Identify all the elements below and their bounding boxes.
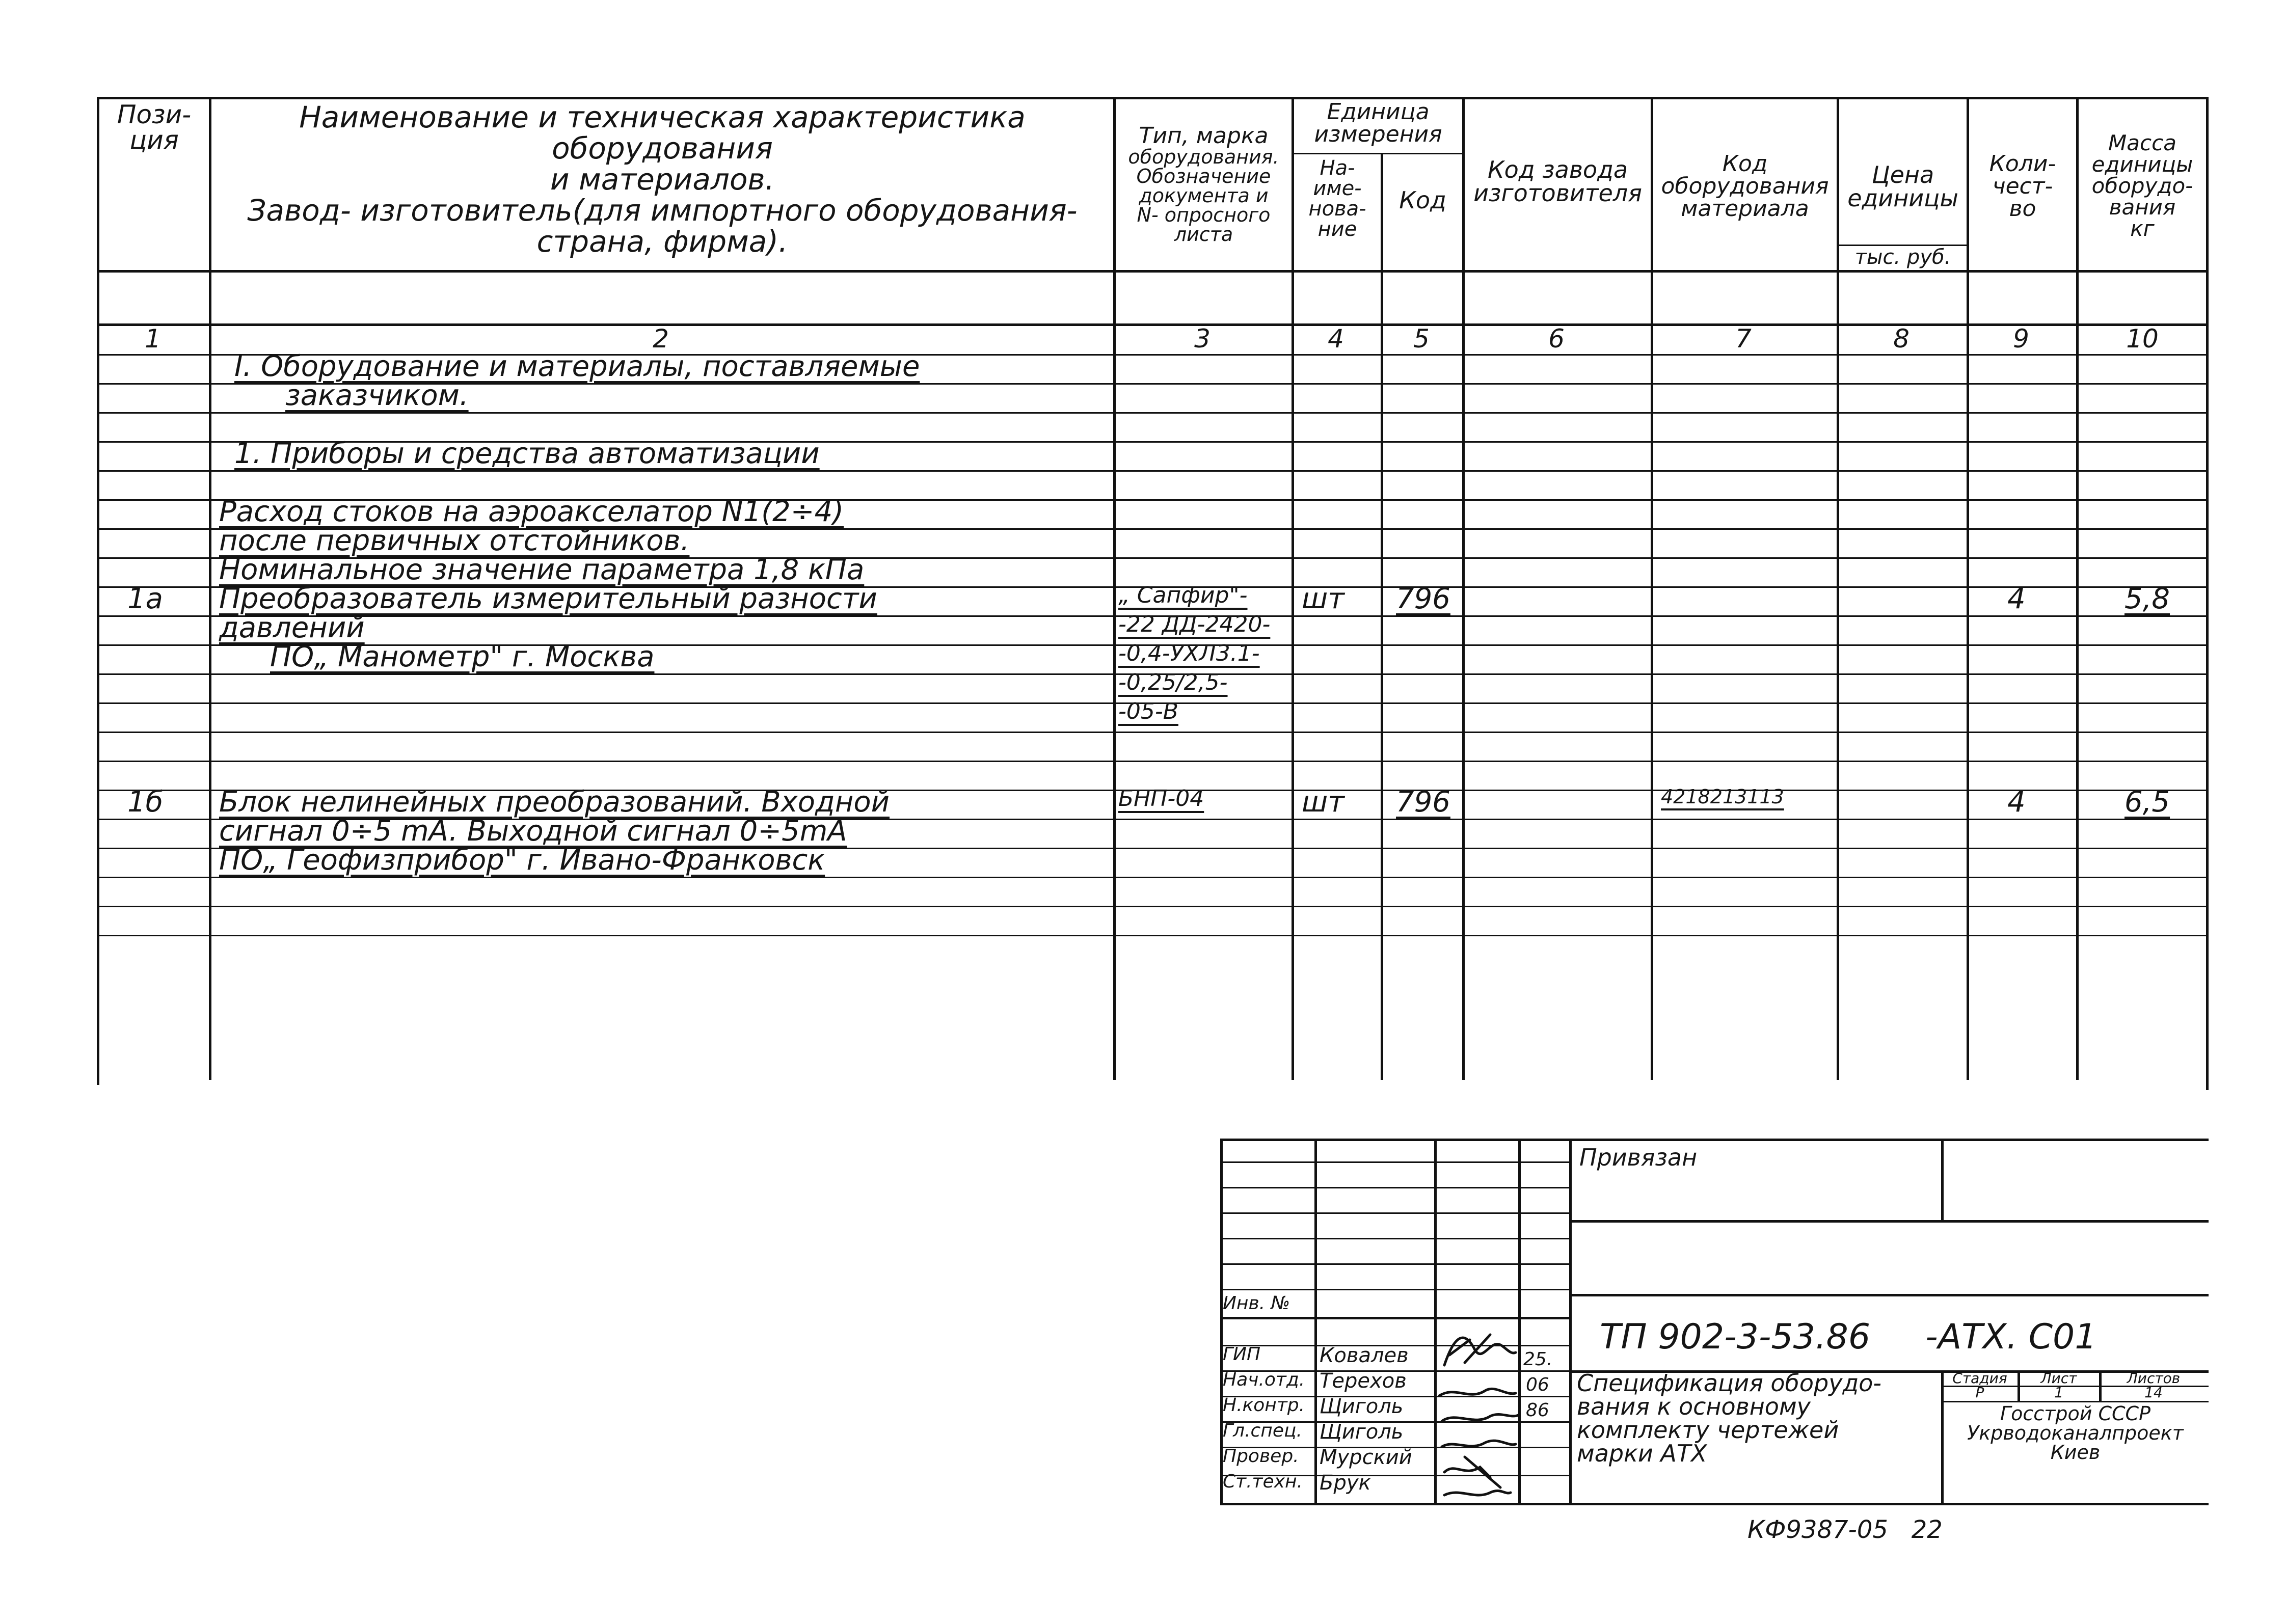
row-type: „ Сапфир"- [1118,582,1248,608]
row-type: -22 ДД-2420- [1118,611,1271,637]
row-name: Номинальное значение параметра 1,8 кПа [219,553,865,586]
date-day: 25. [1523,1349,1553,1370]
header-type: Тип, марка оборудования. Обозначение документа и N- опросного листа [1128,123,1279,246]
row-line [97,412,2209,414]
header-unit-name: На- име- нова- ние [1308,156,1366,241]
sheets-value: 14 [2144,1384,2163,1401]
row-type: -0,25/2,5- [1118,669,1228,695]
row-line [97,732,2209,733]
row-type: -0,4-УХЛ3.1- [1118,640,1260,666]
row-name: Расход стоков на аэроакселатор N1(2÷4) [219,495,844,528]
signatory-name: Щиголь [1320,1395,1404,1418]
row-name: I. Оборудование и материалы, поставляемые [234,350,920,383]
sheet-label: Лист [2040,1370,2077,1387]
column-number: 9 [2013,324,2029,354]
row-name: давлений [219,611,365,644]
column-number: 6 [1548,324,1565,354]
row-name: Блок нелинейных преобразований. Входной [219,786,890,819]
row-name: 1. Приборы и средства автоматизации [234,437,820,470]
row-line [97,935,2209,936]
inventory-number-label: Инв. № [1223,1293,1290,1314]
signatory-role: Нач.отд. [1223,1369,1305,1390]
document-designation: ТП 902-3-53.86 -АТХ. С01 [1600,1317,2097,1357]
header-position: Пози- ция [117,100,192,155]
header-quantity: Коли- чест- во [1989,151,2056,222]
row-line [97,906,2209,907]
header-price-unit: тыс. руб. [1854,246,1951,269]
signatory-role: Ст.техн. [1223,1471,1303,1492]
header-price: Цена единицы [1847,161,1958,212]
row-line [97,470,2209,472]
row-name: после первичных отстойников. [219,524,690,557]
stage-label: Стадия [1952,1370,2007,1387]
column-number: 1 [145,324,161,354]
column-number: 8 [1893,324,1910,354]
row-quantity: 4 [2007,786,2026,819]
sheet-value: 1 [2054,1384,2063,1401]
stage-value: Р [1975,1384,1984,1401]
signatory-name: Мурский [1320,1446,1412,1469]
column-number: 7 [1735,324,1752,354]
signatory-role: Провер. [1223,1446,1299,1467]
header-unit-group: Единица измерения [1314,99,1442,147]
row-line [97,761,2209,762]
column-number: 3 [1194,324,1211,354]
row-name: сигнал 0÷5 mA. Выходной сигнал 0÷5mA [219,815,847,848]
date-month: 06 [1526,1374,1549,1395]
signatory-role: ГИП [1223,1344,1261,1365]
column-number: 10 [2126,324,2159,354]
row-type: -05-В [1118,698,1178,724]
signature-scribbles [1434,1324,1521,1503]
row-unit: шт [1302,786,1344,819]
row-mass: 6,5 [2124,786,2170,819]
row-name: заказчиком. [285,379,469,412]
header-unit-code: Код [1399,186,1446,214]
signatory-role: Н.контр. [1223,1395,1305,1416]
organization: Госстрой СССР Укрводоканалпроект Киев [1967,1402,2184,1464]
header-equip-code: Код оборудования материала [1661,151,1829,222]
row-unit-code: 796 [1396,786,1450,819]
column-number: 2 [653,324,669,354]
archive-number: КФ9387-05 22 [1747,1515,1943,1544]
row-position: 1б [127,786,164,819]
sheets-label: Листов [2127,1370,2181,1387]
date-year: 86 [1526,1400,1549,1421]
attached-label: Привязан [1579,1144,1698,1171]
header-plant-code: Код завода изготовителя [1473,156,1642,207]
signatory-name: Ковалев [1320,1344,1409,1367]
row-name: ПО„ Манометр" г. Москва [270,640,655,673]
column-number: 5 [1413,324,1430,354]
column-number: 4 [1328,324,1344,354]
row-quantity: 4 [2007,582,2026,615]
row-mass: 5,8 [2124,582,2170,615]
row-equipment-code: 4218213113 [1661,786,1784,808]
row-unit: шт [1302,582,1344,615]
row-line [97,877,2209,878]
row-name: Преобразователь измерительный разности [219,582,877,615]
row-position: 1а [127,582,163,615]
row-name: ПО„ Геофизприбор" г. Ивано-Франковск [219,844,825,877]
document-title: Спецификация оборудо- вания к основному комплекту чертежей марки АТХ [1577,1369,1882,1467]
signatory-name: Терехов [1320,1369,1407,1393]
signatory-name: Щиголь [1320,1420,1404,1444]
header-name: Наименование и техническая характеристика оборудования и материалов. Завод- изготовитель(для импортного оборудования- страна, фирма). [247,100,1078,259]
row-unit-code: 796 [1396,582,1450,615]
header-mass: Масса единицы оборудо- вания кг [2091,130,2193,241]
row-type: БНП-04 [1118,786,1204,811]
signatory-name: Брук [1320,1471,1371,1495]
signatory-role: Гл.спец. [1223,1420,1302,1441]
